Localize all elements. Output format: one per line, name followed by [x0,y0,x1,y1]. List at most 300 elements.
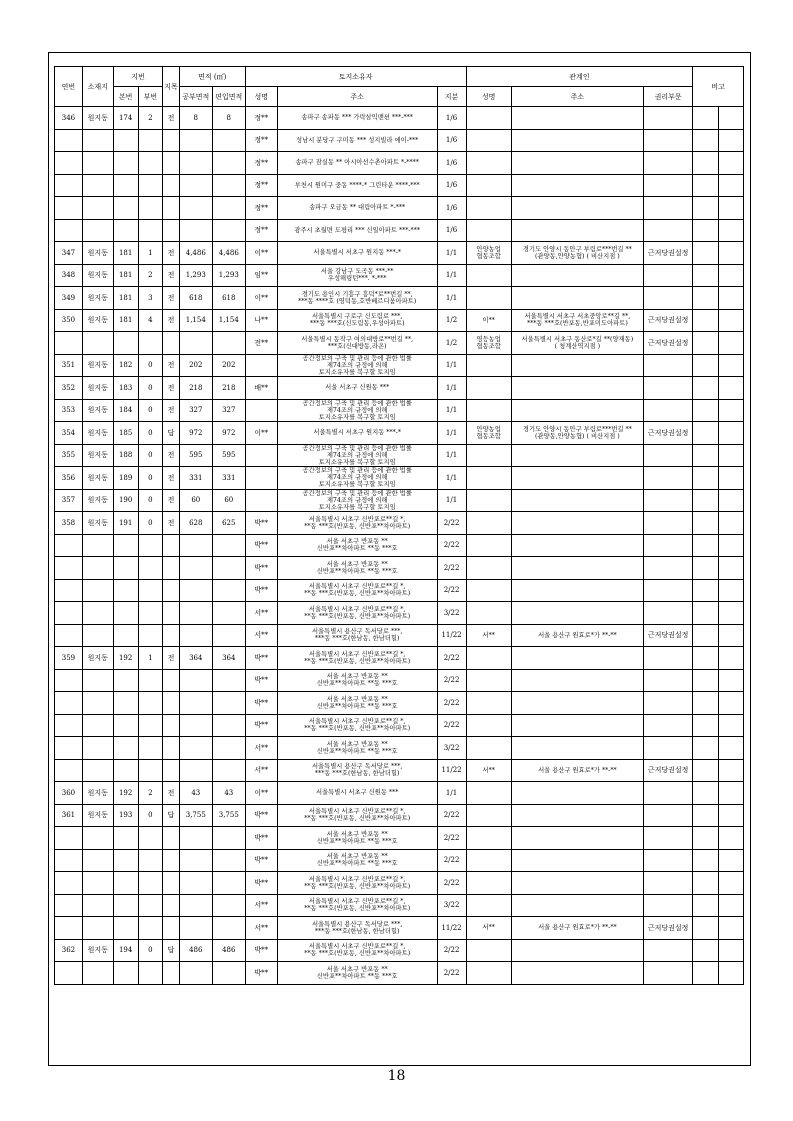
cell-note-extra [719,804,744,827]
cell-share: 11/22 [437,917,466,940]
cell-public-area [179,759,212,782]
cell-related-address [511,219,643,242]
cell-note-extra [719,759,744,782]
cell-location [82,669,113,692]
cell-location [82,602,113,625]
cell-location [82,759,113,782]
cell-related-address [511,647,643,670]
page-number: 18 [387,1068,406,1084]
cell-category [163,692,180,715]
cell-category [163,332,180,355]
cell-main-no: 183 [113,377,138,400]
cell-incorp-area [212,669,245,692]
cell-location [82,917,113,940]
cell-owner-name: 임** [245,264,277,287]
cell-sub-no: 0 [138,354,163,377]
table-row [55,399,744,422]
land-owner-table [54,66,744,985]
cell-owner-name: 정** [245,174,277,197]
table-row [55,107,744,130]
cell-main-no [113,579,138,602]
cell-public-area: 4,486 [179,242,212,265]
cell-owner-address: 서울특별시 동작구 여의대방로**번길 **, ***호(신대방동,라온) [277,332,437,355]
cell-owner-address: 공간정보의 구축 및 관리 등에 관한 법률 제74조의 규정에 의해 토지소유자를 복구할 토지임 [277,399,437,422]
cell-sub-no [138,602,163,625]
cell-right-type: 근저당권설정 [643,917,693,940]
cell-share: 11/22 [437,759,466,782]
cell-right-type [643,782,693,805]
cell-share: 2/22 [437,962,466,985]
cell-right-type [643,827,693,850]
table-row [55,174,744,197]
cell-related-address: 경기도 안양시 동안구 부림로***번길 ** (관양동,안양농협) ( 비산지점 ) [511,242,643,265]
table-row [55,624,744,647]
cell-sub-no [138,534,163,557]
cell-main-no [113,714,138,737]
cell-share: 1/6 [437,174,466,197]
cell-sub-no: 4 [138,309,163,332]
cell-right-type [643,692,693,715]
table-row [55,917,744,940]
cell-incorp-area: 486 [212,939,245,962]
cell-related-address [511,467,643,490]
cell-right-type [643,669,693,692]
cell-note [693,422,719,445]
cell-main-no [113,332,138,355]
cell-related-name [466,489,511,512]
cell-main-no: 181 [113,264,138,287]
cell-related-name [466,399,511,422]
cell-sub-no: 0 [138,939,163,962]
cell-related-name: 서** [466,624,511,647]
cell-sub-no [138,579,163,602]
table-row [55,444,744,467]
cell-right-type [643,264,693,287]
cell-location: 원지동 [82,489,113,512]
cell-location: 원지동 [82,939,113,962]
cell-note [693,534,719,557]
cell-public-area [179,557,212,580]
cell-related-address [511,827,643,850]
cell-share: 3/22 [437,602,466,625]
cell-main-no: 192 [113,782,138,805]
table-row [55,489,744,512]
cell-category [163,962,180,985]
cell-incorp-area [212,917,245,940]
cell-main-no [113,624,138,647]
cell-sub-no: 0 [138,467,163,490]
cell-seq [55,174,83,197]
cell-related-address [511,534,643,557]
cell-owner-name: 전** [245,332,277,355]
cell-owner-address: 공간정보의 구축 및 관리 등에 관한 법률 제74조의 규정에 의해 토지소유자를 복구할 토지임 [277,489,437,512]
cell-related-name: 이** [466,309,511,332]
cell-category: 전 [163,467,180,490]
cell-note-extra [719,422,744,445]
cell-owner-name: 이** [245,287,277,310]
cell-share: 1/1 [437,399,466,422]
cell-note [693,939,719,962]
cell-public-area [179,219,212,242]
cell-owner-name: 정** [245,219,277,242]
cell-incorp-area: 4,486 [212,242,245,265]
cell-note [693,512,719,535]
table-row [55,782,744,805]
cell-owner-address: 서울 서초구 반포동 ** 신반포**차아파트 **동 ***호 [277,534,437,557]
cell-note-extra [719,647,744,670]
header-sub-no: 부번 [138,87,163,107]
cell-seq [55,827,83,850]
cell-note-extra [719,737,744,760]
cell-seq [55,849,83,872]
cell-seq [55,962,83,985]
cell-public-area [179,129,212,152]
cell-location [82,152,113,175]
cell-owner-address: 서울특별시 용산구 독서당로 ***, ***동 ***호(한남동, 한남더힐) [277,917,437,940]
header-category: 지목 [163,67,180,107]
table-row [55,534,744,557]
cell-owner-name: 배** [245,377,277,400]
cell-category: 전 [163,399,180,422]
cell-note-extra [719,377,744,400]
cell-main-no: 190 [113,489,138,512]
cell-owner-address: 공간정보의 구축 및 관리 등에 관한 법률 제74조의 규정에 의해 토지소유자를 복구할 토지임 [277,444,437,467]
cell-main-no [113,962,138,985]
cell-related-address [511,489,643,512]
header-location: 소재지 [82,67,113,107]
cell-location: 원지동 [82,377,113,400]
cell-note [693,624,719,647]
cell-main-no: 182 [113,354,138,377]
cell-incorp-area: 218 [212,377,245,400]
cell-right-type [643,962,693,985]
table-row [55,737,744,760]
cell-right-type: 근저당권설정 [643,624,693,647]
cell-sub-no [138,332,163,355]
cell-public-area: 202 [179,354,212,377]
cell-related-address [511,354,643,377]
cell-note-extra [719,219,744,242]
cell-location [82,197,113,220]
cell-share: 1/1 [437,489,466,512]
cell-category [163,872,180,895]
cell-share: 2/22 [437,714,466,737]
cell-category [163,669,180,692]
cell-category: 전 [163,647,180,670]
cell-seq: 354 [55,422,83,445]
cell-note [693,287,719,310]
cell-public-area: 486 [179,939,212,962]
cell-related-address: 서울 용산구 원효로*가 **-** [511,759,643,782]
cell-related-name [466,692,511,715]
table-row [55,894,744,917]
cell-related-name [466,152,511,175]
cell-public-area: 595 [179,444,212,467]
cell-right-type [643,444,693,467]
cell-related-name: 서** [466,759,511,782]
cell-note [693,309,719,332]
cell-related-address [511,399,643,422]
cell-category [163,579,180,602]
cell-note-extra [719,129,744,152]
cell-category: 전 [163,782,180,805]
cell-related-address: 서울특별시 서초구 서초중앙로**길 **, ***동 ***호(반포동,반포미도아파트) [511,309,643,332]
cell-note [693,602,719,625]
cell-note-extra [719,602,744,625]
cell-owner-address: 서울특별시 서초구 신반포로**길 *, **동 ***호(반포동, 신반포**차아파트) [277,804,437,827]
header-share: 지분 [437,87,466,107]
table-header [55,67,744,107]
cell-owner-name [245,354,277,377]
cell-note [693,759,719,782]
cell-note-extra [719,264,744,287]
cell-note [693,399,719,422]
cell-main-no [113,692,138,715]
cell-related-address [511,872,643,895]
cell-related-name [466,962,511,985]
cell-note [693,242,719,265]
header-note: 비고 [693,67,744,107]
cell-right-type [643,174,693,197]
cell-owner-address: 송파구 잠실동 ** 아시아선수촌아파트 *-**** [277,152,437,175]
cell-note-extra [719,917,744,940]
cell-public-area: 60 [179,489,212,512]
cell-category: 전 [163,377,180,400]
cell-related-address [511,557,643,580]
cell-note [693,849,719,872]
cell-related-name [466,129,511,152]
cell-share: 1/1 [437,264,466,287]
cell-sub-no [138,872,163,895]
cell-right-type [643,489,693,512]
cell-right-type: 근저당권설정 [643,332,693,355]
cell-sub-no [138,714,163,737]
table-row [55,759,744,782]
cell-sub-no: 0 [138,444,163,467]
cell-owner-name: 박** [245,962,277,985]
cell-seq [55,129,83,152]
cell-incorp-area [212,962,245,985]
table-row [55,557,744,580]
cell-note-extra [719,534,744,557]
cell-owner-name: 박** [245,579,277,602]
cell-category [163,534,180,557]
cell-share: 2/22 [437,647,466,670]
table-row [55,242,744,265]
cell-incorp-area: 364 [212,647,245,670]
cell-public-area: 3,755 [179,804,212,827]
cell-incorp-area [212,714,245,737]
cell-owner-address: 서울특별시 서초구 신원동 *** [277,782,437,805]
cell-note-extra [719,467,744,490]
cell-note-extra [719,174,744,197]
cell-category [163,602,180,625]
cell-sub-no: 0 [138,377,163,400]
cell-related-address [511,264,643,287]
cell-note [693,557,719,580]
table-row [55,422,744,445]
cell-right-type [643,737,693,760]
cell-category: 전 [163,287,180,310]
cell-owner-name: 이** [245,242,277,265]
cell-share: 3/22 [437,894,466,917]
cell-share: 2/22 [437,579,466,602]
cell-public-area [179,737,212,760]
cell-seq: 360 [55,782,83,805]
cell-share: 2/22 [437,692,466,715]
cell-right-type [643,534,693,557]
cell-location [82,174,113,197]
cell-incorp-area: 43 [212,782,245,805]
table-row [55,962,744,985]
cell-sub-no: 0 [138,489,163,512]
cell-location: 원지동 [82,444,113,467]
cell-note [693,714,719,737]
cell-public-area [179,579,212,602]
cell-main-no [113,759,138,782]
cell-main-no: 192 [113,647,138,670]
cell-right-type [643,602,693,625]
cell-location [82,962,113,985]
cell-incorp-area: 331 [212,467,245,490]
cell-seq [55,872,83,895]
cell-seq: 356 [55,467,83,490]
cell-main-no [113,219,138,242]
cell-share: 1/6 [437,219,466,242]
cell-main-no [113,152,138,175]
cell-location: 원지동 [82,287,113,310]
cell-related-name [466,827,511,850]
cell-right-type [643,557,693,580]
cell-seq [55,557,83,580]
cell-public-area: 8 [179,107,212,130]
cell-public-area [179,827,212,850]
cell-sub-no [138,219,163,242]
table-row [55,264,744,287]
cell-related-address [511,939,643,962]
cell-share: 1/1 [437,354,466,377]
cell-seq [55,894,83,917]
cell-related-name [466,669,511,692]
cell-share: 3/22 [437,737,466,760]
cell-related-name [466,872,511,895]
cell-sub-no [138,624,163,647]
cell-incorp-area [212,197,245,220]
cell-main-no: 188 [113,444,138,467]
cell-sub-no [138,692,163,715]
table-row [55,287,744,310]
cell-note [693,332,719,355]
cell-owner-address: 서울특별시 구로구 신도림로 ***, ***동 ***호(신도림동,우성아파트) [277,309,437,332]
cell-category: 전 [163,512,180,535]
cell-note-extra [719,287,744,310]
cell-category [163,849,180,872]
cell-owner-address: 서울특별시 서초구 신반포로**길 *, **동 ***호(반포동, 신반포**차아파트) [277,647,437,670]
cell-owner-name: 서** [245,894,277,917]
cell-main-no [113,534,138,557]
cell-incorp-area: 327 [212,399,245,422]
cell-share: 1/2 [437,309,466,332]
cell-public-area: 331 [179,467,212,490]
cell-seq [55,219,83,242]
cell-sub-no: 2 [138,264,163,287]
cell-incorp-area [212,557,245,580]
cell-share: 2/22 [437,804,466,827]
cell-owner-address: 서울 서초구 반포동 ** 신반포**차아파트 **동 ***호 [277,737,437,760]
cell-seq [55,917,83,940]
table-row [55,467,744,490]
cell-public-area: 1,293 [179,264,212,287]
cell-note [693,444,719,467]
cell-owner-name: 박** [245,512,277,535]
cell-main-no: 185 [113,422,138,445]
cell-right-type [643,647,693,670]
cell-share: 2/22 [437,827,466,850]
cell-owner-name: 박** [245,669,277,692]
cell-main-no [113,827,138,850]
cell-seq [55,692,83,715]
cell-note [693,219,719,242]
cell-right-type [643,219,693,242]
table-row [55,512,744,535]
cell-category: 답 [163,804,180,827]
cell-public-area [179,624,212,647]
cell-category: 전 [163,309,180,332]
header-public-area: 공부면적 [179,87,212,107]
cell-incorp-area [212,849,245,872]
cell-note [693,894,719,917]
cell-location [82,714,113,737]
cell-public-area: 618 [179,287,212,310]
cell-related-address: 서울 용산구 원효로*가 **-** [511,624,643,647]
header-rel-right: 권리부문 [643,87,693,107]
cell-note [693,467,719,490]
cell-note-extra [719,624,744,647]
cell-location: 원지동 [82,804,113,827]
cell-related-name [466,804,511,827]
table-row [55,849,744,872]
cell-owner-address: 서울 서초구 반포동 ** 신반포**차아파트 **동 ***호 [277,692,437,715]
cell-related-address [511,849,643,872]
cell-public-area [179,714,212,737]
cell-owner-name [245,467,277,490]
cell-note-extra [719,962,744,985]
cell-share: 1/6 [437,129,466,152]
cell-related-name [466,377,511,400]
cell-share: 1/1 [437,444,466,467]
table-row [55,219,744,242]
cell-incorp-area [212,219,245,242]
cell-right-type: 근저당권설정 [643,759,693,782]
cell-main-no: 181 [113,287,138,310]
cell-location: 원지동 [82,399,113,422]
cell-owner-name [245,444,277,467]
cell-share: 1/1 [437,467,466,490]
cell-share: 1/1 [437,422,466,445]
cell-right-type [643,129,693,152]
cell-seq: 358 [55,512,83,535]
cell-owner-address: 송파구 송파동 *** 가락삼익맨션 ***-*** [277,107,437,130]
cell-right-type [643,894,693,917]
cell-related-name [466,219,511,242]
cell-incorp-area: 595 [212,444,245,467]
cell-sub-no [138,152,163,175]
cell-owner-address: 광주시 초월면 도평리 *** 신일아파트 ***-*** [277,219,437,242]
cell-location [82,129,113,152]
cell-seq: 359 [55,647,83,670]
cell-right-type: 근저당권설정 [643,242,693,265]
cell-share: 1/1 [437,377,466,400]
